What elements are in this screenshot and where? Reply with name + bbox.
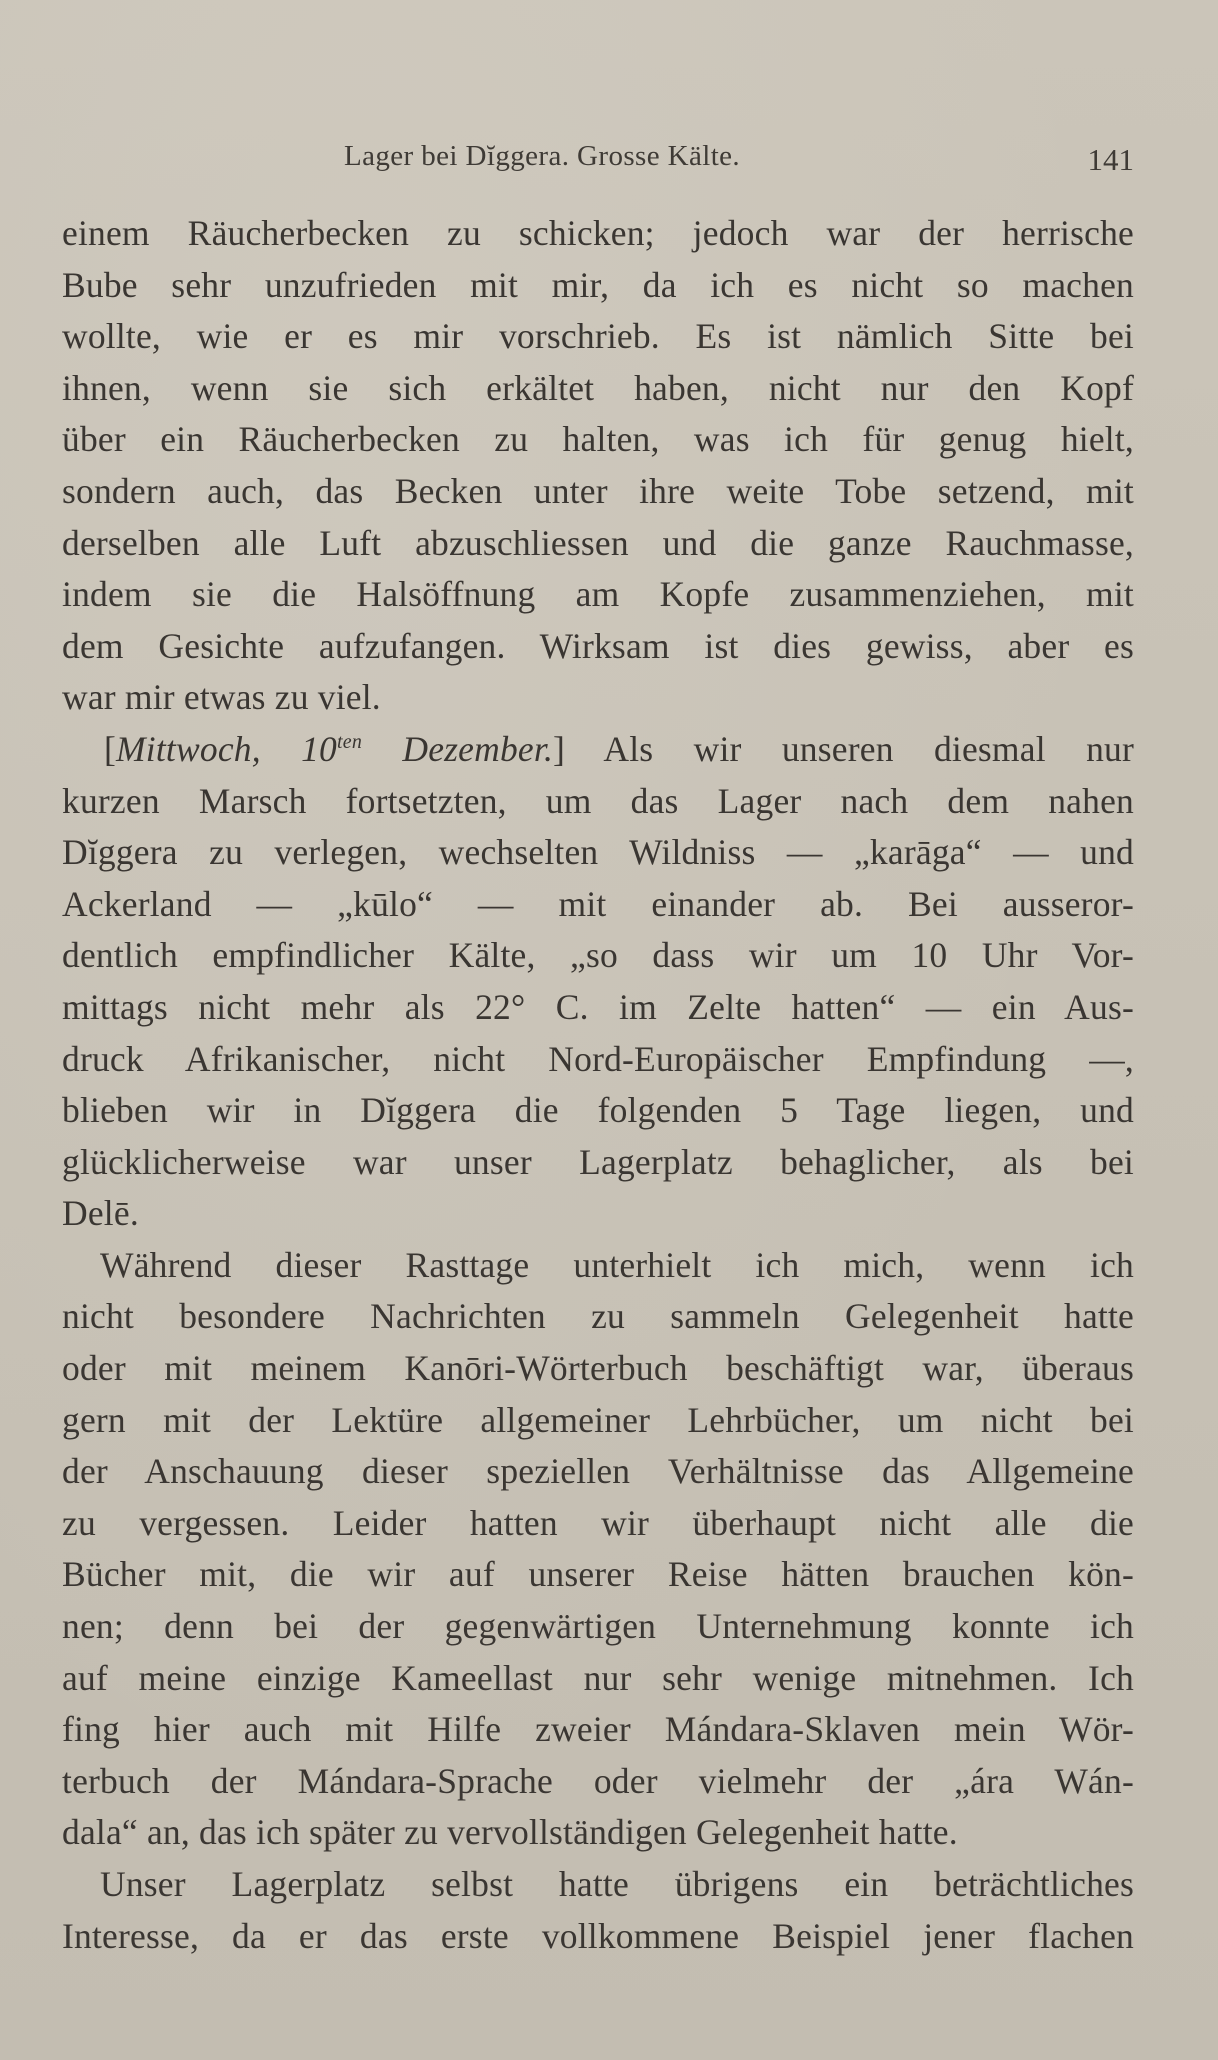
date-bracket-close: ] [553,728,566,769]
text-line: indem sie die Halsöffnung am Kopfe zusammenziehen, mit [62,574,1134,615]
paragraph-1 [62,208,1134,724]
text-line: ihnen, wenn sie sich erkältet haben, nicht nur den Kopf [62,367,1134,408]
text-line: glücklicherweise war unser Lagerplatz behaglicher, als bei [62,1141,1134,1182]
text-line: Bücher mit, die wir auf unserer Reise hätten brauchen kön- [62,1554,1134,1595]
text-line: oder mit meinem Kanōri-Wörterbuch beschäftigt war, überaus [62,1348,1134,1389]
dated-entry-first-line [62,724,1134,776]
text-line: Interesse, da er das erste vollkommene Beispiel jener flachen [62,1915,1134,1956]
text-line: auf meine einzige Kameellast nur sehr wenige mitnehmen. Ich [62,1657,1134,1698]
paragraph-3 [62,1240,1134,1859]
text-line: dentlich empfindlicher Kälte, „so dass wir um 10 Uhr Vor- [62,935,1134,976]
date-bracket-open: [ [104,728,117,769]
text-line: war mir etwas zu viel. [62,677,381,718]
text-line: Delē. [62,1193,139,1234]
page-number: 141 [1087,142,1134,177]
text-line: mittags nicht mehr als 22° C. im Zelte hatten“ — ein Aus- [62,986,1134,1027]
text-line: derselben alle Luft abzuschliessen und die ganze Rauchmasse, [62,522,1134,563]
body-text [62,208,1134,1962]
text-line: Ackerland — „kūlo“ — mit einander ab. Bei ausseror- [62,883,1134,924]
running-head: Lager bei Dĭggera. Grosse Kälte. [344,140,741,172]
text-line: Bube sehr unzufrieden mit mir, da ich es nicht so machen [62,264,1134,305]
first-line-rest: Als wir unseren diesmal nur [565,728,1134,769]
text-line: druck Afrikanischer, nicht Nord-Europäischer Empfindung —, [62,1038,1134,1079]
page-header [62,140,1134,186]
text-line: Während dieser Rasttage unterhielt ich mich, wenn ich [100,1244,1134,1285]
date-weekday: Mittwoch, 10 [116,728,338,769]
text-line: Dĭggera zu verlegen, wechselten Wildniss — „karāga“ — und [62,832,1134,873]
date-superscript: ten [337,731,363,754]
text-line: zu vergessen. Leider hatten wir überhaupt nicht alle die [62,1502,1134,1543]
text-line: wollte, wie er es mir vorschrieb. Es ist nämlich Sitte bei [62,316,1134,357]
date-month: Dezember. [362,728,554,769]
text-line: nen; denn bei der gegenwärtigen Unternehmung konnte ich [62,1606,1134,1647]
text-line: einem Räucherbecken zu schicken; jedoch war der herrische [62,213,1134,253]
text-line: gern mit der Lektüre allgemeiner Lehrbücher, um nicht bei [62,1399,1134,1440]
paragraph-4 [62,1859,1134,1962]
text-line: blieben wir in Dĭggera die folgenden 5 Tage liegen, und [62,1090,1134,1131]
text-line: terbuch der Mándara-Sprache oder vielmehr der „ára Wán- [62,1760,1134,1801]
text-line: dala“ an, das ich später zu vervollständigen Gelegenheit hatte. [62,1812,958,1853]
paragraph-2 [62,724,1134,1240]
text-line: sondern auch, das Becken unter ihre weite Tobe setzend, mit [62,470,1134,511]
text-line: dem Gesichte aufzufangen. Wirksam ist dies gewiss, aber es [62,625,1134,666]
text-line: Unser Lagerplatz selbst hatte übrigens ein beträchtliches [100,1864,1134,1904]
text-line: kurzen Marsch fortsetzten, um das Lager nach dem nahen [62,780,1134,821]
text-line: nicht besondere Nachrichten zu sammeln Gelegenheit hatte [62,1296,1134,1337]
text-line: der Anschauung dieser speziellen Verhältnisse das Allgemeine [62,1451,1134,1492]
text-line: fing hier auch mit Hilfe zweier Mándara-Sklaven mein Wör- [62,1709,1134,1750]
text-line: über ein Räucherbecken zu halten, was ich für genug hielt, [62,419,1134,460]
